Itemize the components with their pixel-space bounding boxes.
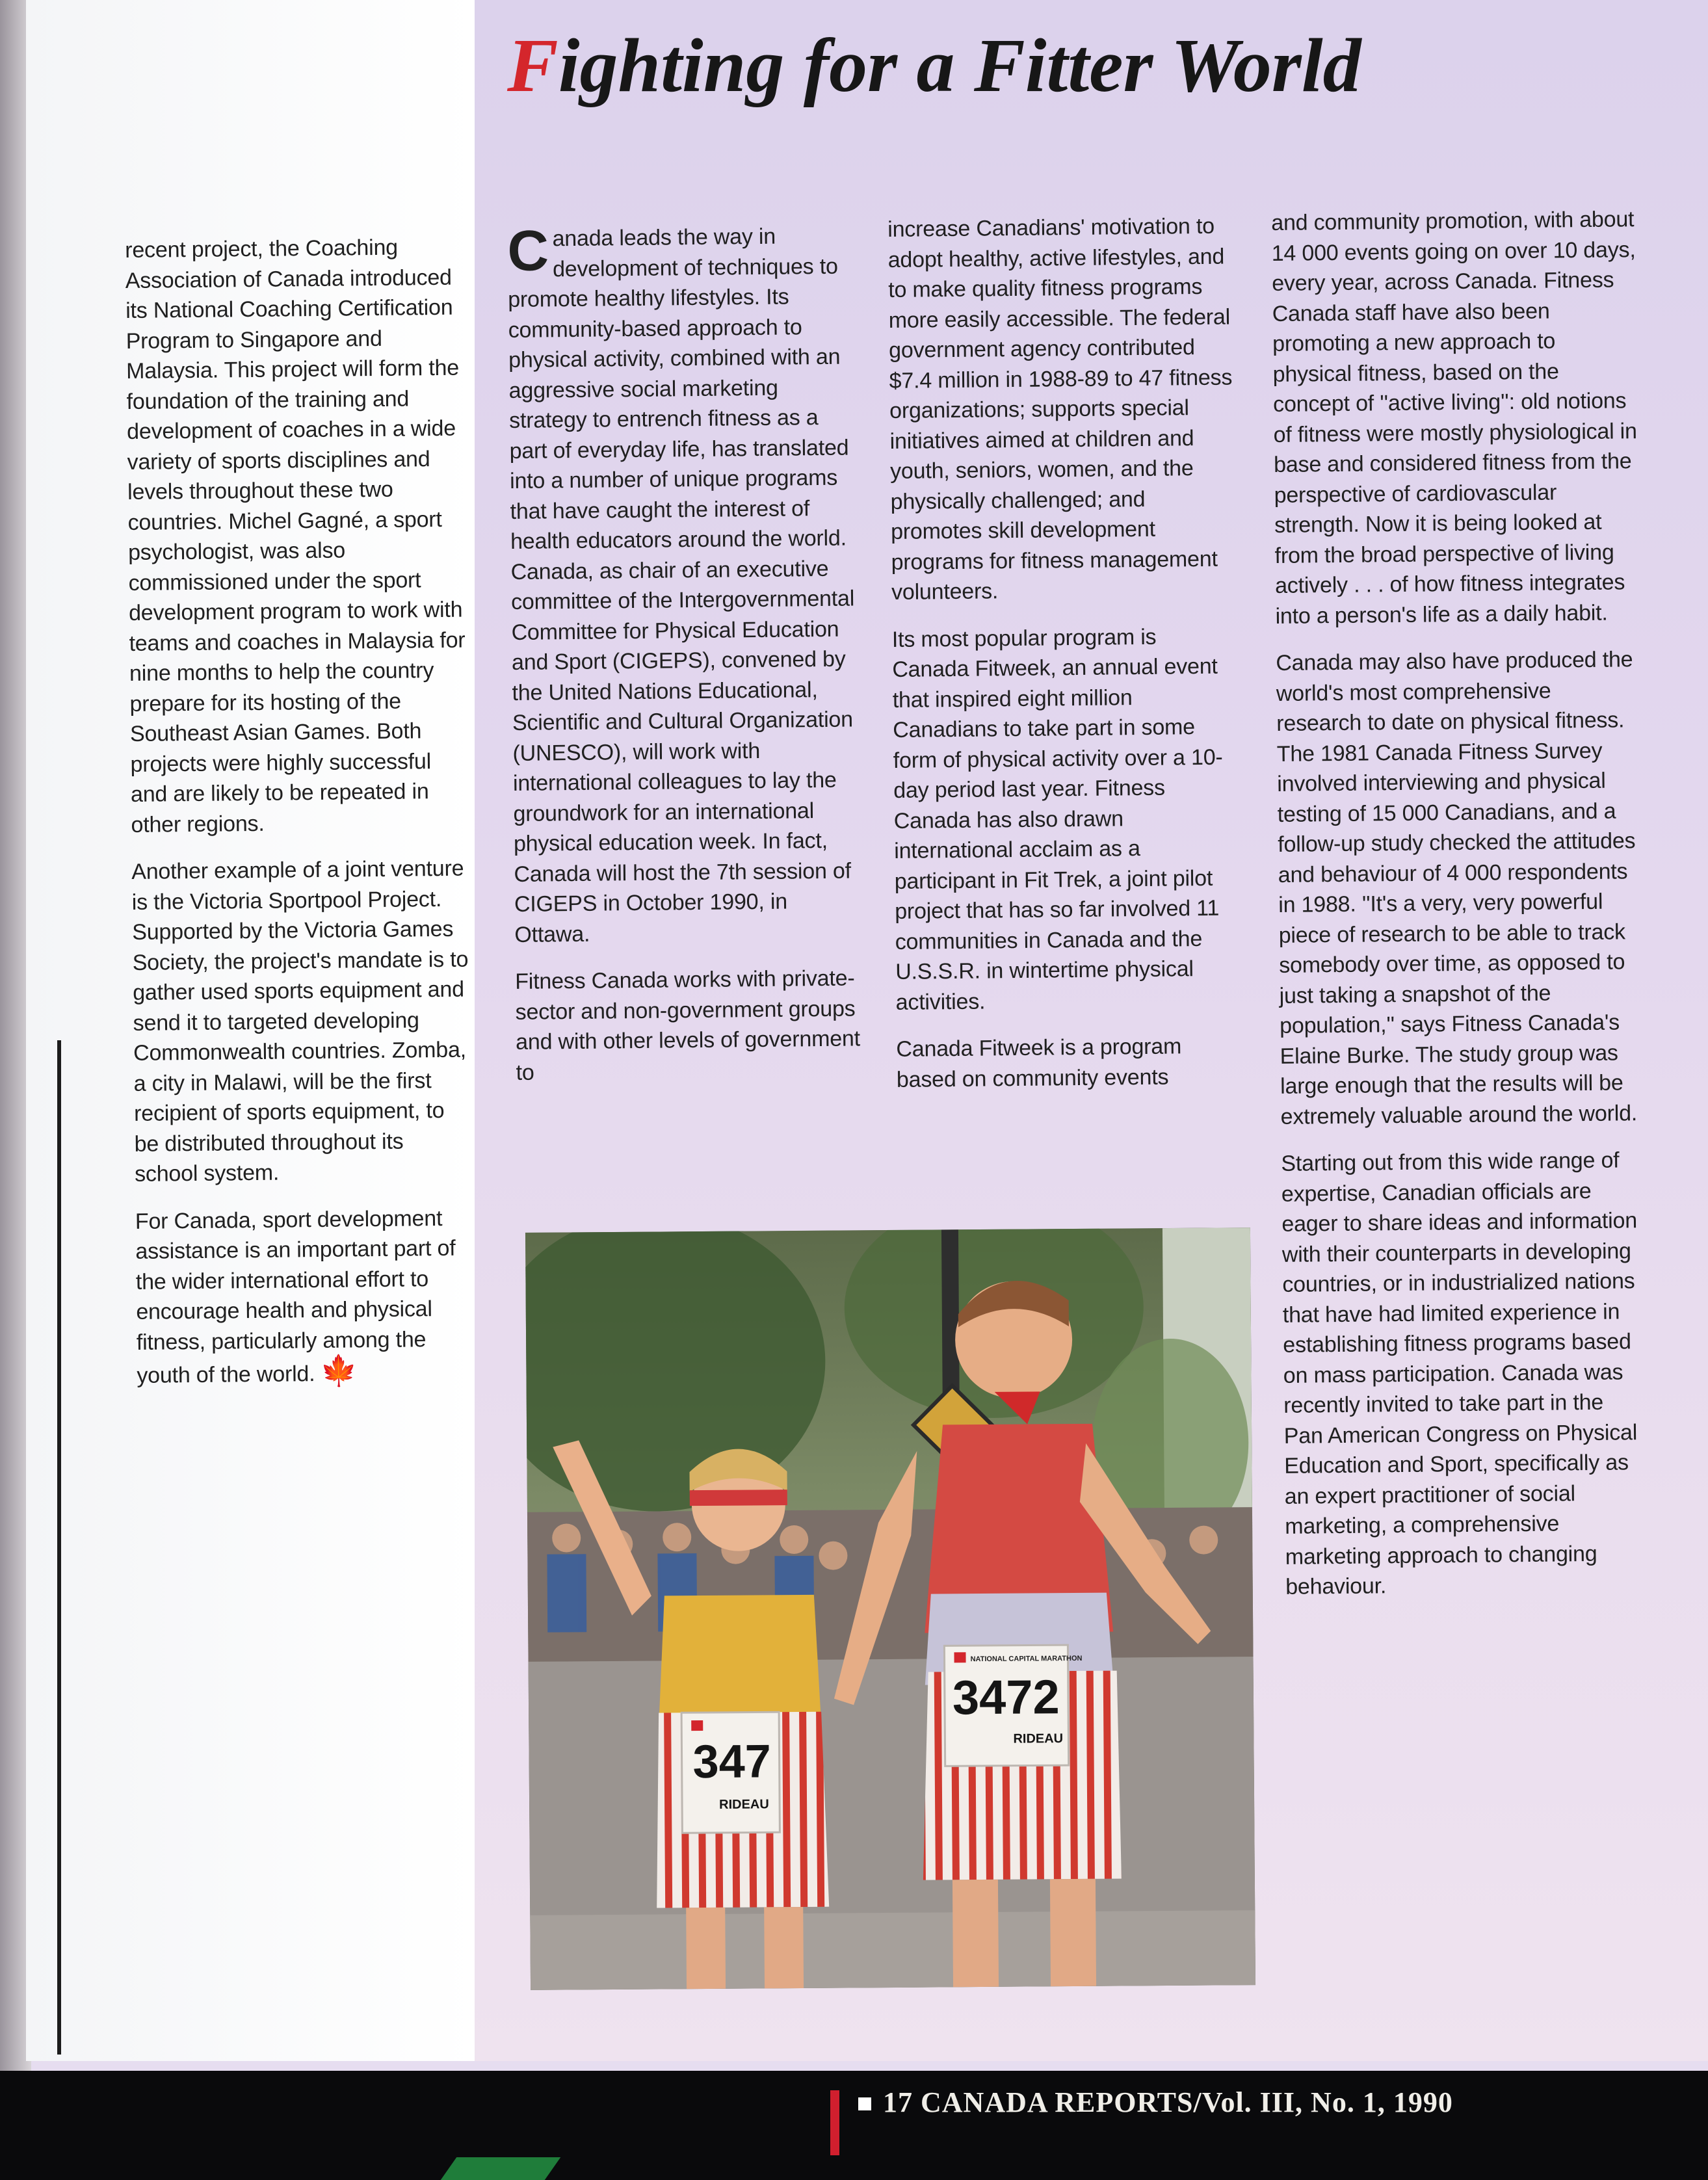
article-title [507,23,1482,108]
bib-sponsor-left: RIDEAU [719,1797,769,1812]
paragraph [135,1203,475,1391]
paragraph: Starting out from this wide range of expertise, Canadian officials are eager to share ideas and information with their counterparts in developing countries, or in industrialized nations that have had limited experience in establishing fitness programs based on mass participation. Canada was recently invited to take part in the Pan American Congress on Physical Education and Sport, specifically as an expert practitioner of social marketing, a comprehensive marketing approach to changing behaviour. [1281,1148,1638,1599]
bib-event-label: NATIONAL CAPITAL MARATHON [970,1654,1083,1664]
text-column-3 [887,211,1241,1111]
bib-sponsor-right: RIDEAU [1013,1731,1064,1746]
paragraph: Fitness Canada works with private-sector and non-government groups and with other levels of government to [515,965,861,1085]
paragraph: Canada Fitweek is a program based on community events [896,1034,1182,1092]
paragraph-text: For Canada, sport development assistance is an important part of the wider international effort to encourage health and physical fitness, particularly among the youth of the world. [135,1205,456,1388]
bib-number-left: 347 [692,1735,772,1789]
footer-green-mark [441,2157,561,2180]
text-column-1 [125,232,475,1408]
paragraph: Canada may also have produced the world's most comprehensive research to date on physical fitness. The 1981 Canada Fitness Survey involved interviewing and physical testing of 15 000 Canadians, and a follow-up study checked the attitudes and behaviour of 4 000 respondents in 1988. ''It's a very, very powerful piece of research to be able to track somebody over time, as opposed to just taking a snapshot of the population,'' says Fitness Canada's Elaine Burke. The study group was large enough that the results will be extremely valuable around the world. [1276,647,1638,1129]
paragraph: Its most popular program is Canada Fitweek, an annual event that inspired eight million Canadians to take part in some form of physical activity over a 10-day period last year. Fitness Canada has also drawn international acclaim as a participant in Fit Trek, a joint pilot project that has so far involved 11 communities in Canada and the U.S.S.R. in wintertime physical activities. [891,624,1223,1015]
drop-cap: C [506,218,549,283]
title-rest: ighting for a Fitter World [558,23,1361,108]
text-column-2 [507,220,861,1104]
footer-red-bar [830,2090,839,2155]
paragraph: Another example of a joint venture is the Victoria Sportpool Project. Supported by the Victoria Games Society, the project's mandate is to gather used sports equipment and send it to targeted developing Commonwealth countries. Zomba, a city in Malawi, will be the first recipient of sports equipment, to be distributed throughout its school system. [131,856,469,1187]
marathon-photo [525,1228,1255,1990]
footer-folio: 17 CANADA REPORTS/Vol. III, No. 1, 1990 [883,2086,1453,2118]
left-vertical-rule [57,1040,61,2055]
paragraph: and community promotion, with about 14 000 events going on over 10 days, every year, across Canada. Fitness Canada staff have also been promoting a new approach to physical fitness, based on the concept of ''active living'': old notions of fitness were mostly physiological in base and considered fitness from the perspective of cardiovascular strength. Now it is being looked at from the broad perspective of living actively . . . of how fitness integrates into a person's life as a daily habit. [1271,207,1637,629]
footer-square-icon [858,2097,871,2110]
title-initial: F [507,23,558,108]
bib-number-right: 3472 [952,1670,1060,1725]
text-column-4 [1271,204,1650,1619]
paragraph: recent project, the Coaching Association of Canada introduced its National Coaching Certification Program to Singapore and Malaysia. This project will form the foundation of the training and development of coaches in a wide variety of sports disciplines and levels throughout these two countries. Michel Gagné, a sport psychologist, was also commissioned under the sport development program to work with teams and coaches in Malaysia for nine months to help the country prepare for its hosting of the Southeast Asian Games. Both projects were highly successful and are likely to be repeated in other regions. [125,235,466,837]
maple-leaf-icon: 🍁 [320,1353,358,1387]
marathon-photo-illustration [525,1228,1255,1990]
paragraph: increase Canadians' motivation to adopt healthy, active lifestyles, and to make quality fitness programs more easily accessible. The federal government agency contributed $7.4 million in 1988-89 to 47 fitness organizations; supports special initiatives aimed at children and youth, seniors, women, and the physically challenged; and promotes skill development programs for fitness management volunteers. [887,213,1233,605]
paragraph [507,220,860,949]
paragraph-text: anada leads the way in development of techniques to promote healthy lifestyles. Its community-based approach to physical activity, combined with an aggressive social marketing strategy to entrench fitness as a part of everyday life, has translated into a number of unique programs that have caught the interest of health educators around the world. Canada, as chair of an executive committee of the Intergovernmental Committee for Physical Education and Sport (CIGEPS), convened by the United Nations Educational, Scientific and Cultural Organization (UNESCO), will work with international colleagues to lay the groundwork for an international physical education week. In fact, Canada will host the 7th session of CIGEPS in October 1990, in Ottawa. [508,224,855,947]
